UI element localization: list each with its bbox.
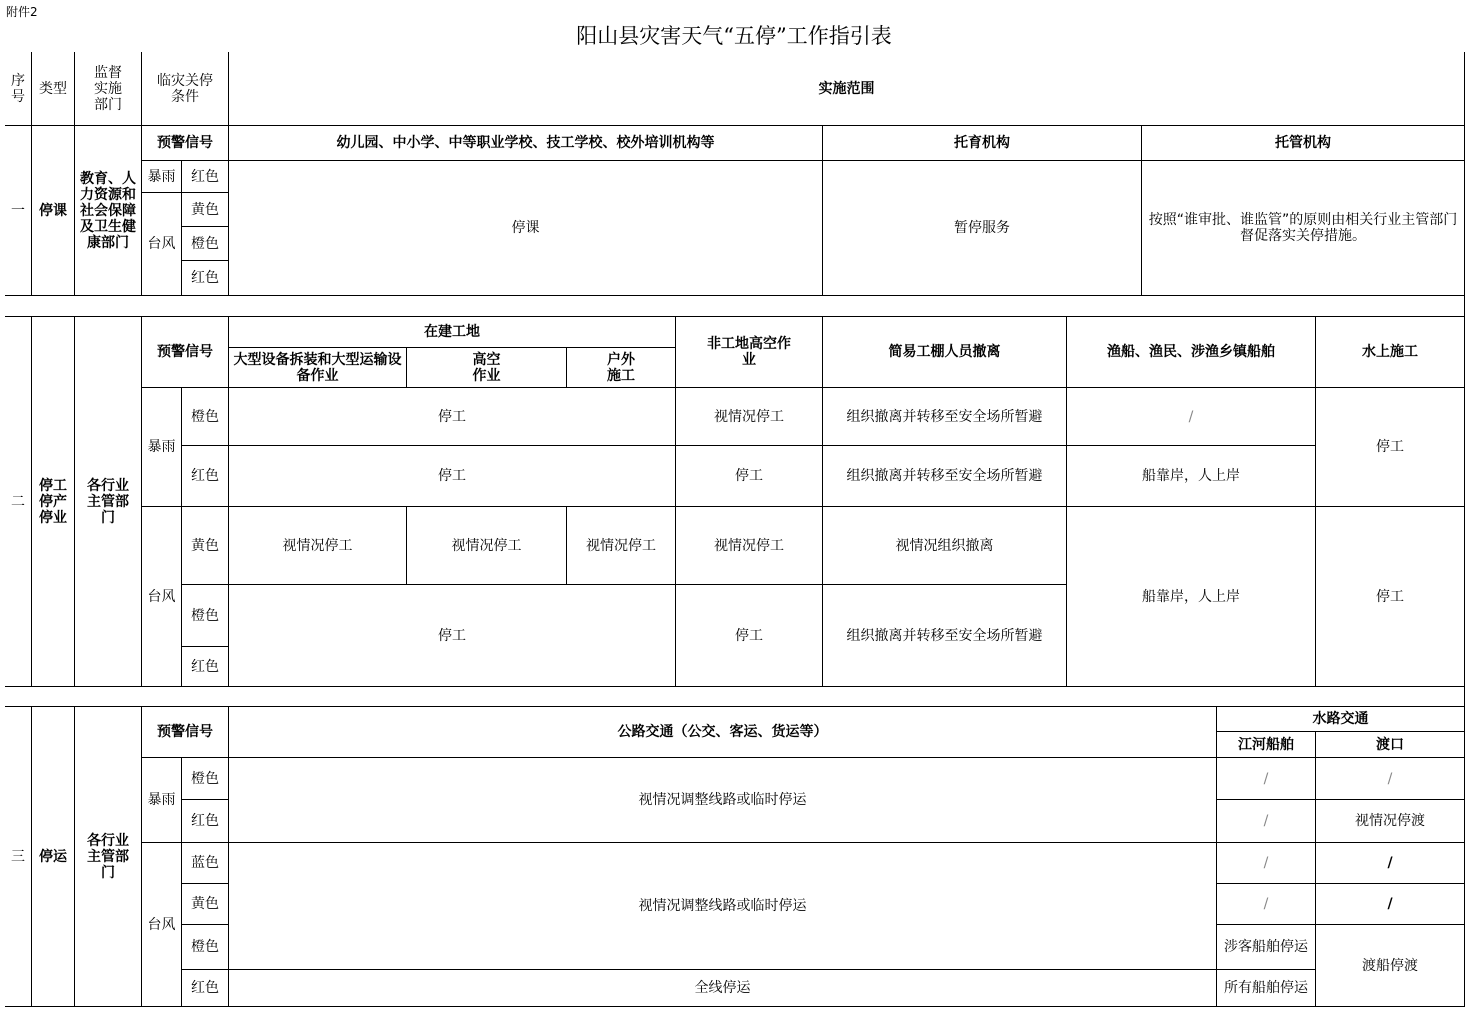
s1-childcare-value: 暂停服务 [823,161,1142,296]
spacer-row-1 [5,296,1465,317]
head-scope: 实施范围 [229,52,1465,126]
s2-site-rain-red: 停工 [229,446,676,507]
s2-rain-label: 暴雨 [142,388,182,507]
s3-rain-red: 红色 [182,800,229,843]
s3-ferry-typhoon-orange-red: 渡船停渡 [1316,925,1465,1007]
s2-col-fish: 渔船、渔民、涉渔乡镇船舶 [1067,317,1316,388]
s1-type: 停课 [32,126,75,296]
s3-road-typhoon: 视情况调整线路或临时停运 [229,843,1217,970]
s3-col-river: 江河船舶 [1217,732,1316,758]
s3-rain-label: 暴雨 [142,758,182,843]
s2-rain-red: 红色 [182,446,229,507]
s3-typhoon-red: 红色 [182,970,229,1007]
s3-river-rain-red: / [1217,800,1316,843]
s2-fish-rain-red: 船靠岸，人上岸 [1067,446,1316,507]
s3-no: 三 [5,707,32,1007]
s2-type: 停工停产停业 [32,317,75,687]
s1-schools-value: 停课 [229,161,823,296]
s3-river-typhoon-yellow: / [1217,884,1316,925]
page-title: 阳山县灾害天气“五停”工作指引表 [576,24,892,48]
s3-ferry-typhoon-blue: / [1316,843,1465,884]
s2-dept: 各行业主管部门 [75,317,142,687]
s2-shed-rain-red: 组织撤离并转移至安全场所暂避 [823,446,1067,507]
s3-ferry-typhoon-yellow: / [1316,884,1465,925]
s2-big-typhoon-yellow: 视情况停工 [229,507,407,585]
s2-shed-typhoon-yellow: 视情况组织撤离 [823,507,1067,585]
s1-col-schools: 幼儿园、中小学、中等职业学校、技工学校、校外培训机构等 [229,126,823,161]
s2-col-shed: 简易工棚人员撤离 [823,317,1067,388]
s2-col-big: 大型设备拆装和大型运输设备作业 [229,348,407,388]
s2-site-rain-orange: 停工 [229,388,676,446]
s1-typhoon-label: 台风 [142,193,182,296]
s3-rain-orange: 橙色 [182,758,229,800]
head-seq: 序号 [5,52,32,126]
attachment-label: 附件2 [6,5,38,19]
s3-col-waterway: 水路交通 [1217,707,1465,732]
s3-river-typhoon-orange: 涉客船舶停运 [1217,925,1316,970]
s3-ferry-rain-orange: / [1316,758,1465,800]
s3-river-rain-orange: / [1217,758,1316,800]
s2-nonsite-typhoon-orange-red: 停工 [676,585,823,687]
s3-river-typhoon-blue: / [1217,843,1316,884]
s3-road-rain: 视情况调整线路或临时停运 [229,758,1217,843]
s1-custody-value: 按照“谁审批、谁监管”的原则由相关行业主管部门督促落实关停措施。 [1142,161,1465,296]
s3-dept: 各行业主管部门 [75,707,142,1007]
s3-typhoon-blue: 蓝色 [182,843,229,884]
s3-typhoon-label: 台风 [142,843,182,1007]
spacer-row-2 [5,687,1465,707]
s1-warn-header: 预警信号 [142,126,229,161]
s1-no: 一 [5,126,32,296]
s2-nonsite-rain-orange: 视情况停工 [676,388,823,446]
s2-outdoor-typhoon-yellow: 视情况停工 [567,507,676,585]
s1-col-custody: 托管机构 [1142,126,1465,161]
s1-dept: 教育、人力资源和社会保障及卫生健康部门 [75,126,142,296]
s2-typhoon-yellow: 黄色 [182,507,229,585]
s2-typhoon-red: 红色 [182,647,229,687]
s2-shed-typhoon-orange-red: 组织撤离并转移至安全场所暂避 [823,585,1067,687]
s3-warn-header: 预警信号 [142,707,229,758]
s2-fish-rain-orange: / [1067,388,1316,446]
s2-nonsite-typhoon-yellow: 视情况停工 [676,507,823,585]
s2-water-typhoon: 停工 [1316,507,1465,687]
s2-typhoon-orange: 橙色 [182,585,229,647]
s2-site-typhoon-orange-red: 停工 [229,585,676,687]
s2-col-site: 在建工地 [229,317,676,348]
s3-road-typhoon-red: 全线停运 [229,970,1217,1007]
s3-col-road: 公路交通（公交、客运、货运等） [229,707,1217,758]
s2-typhoon-label: 台风 [142,507,182,687]
s3-typhoon-yellow: 黄色 [182,884,229,925]
s2-water-rain: 停工 [1316,388,1465,507]
s1-col-childcare: 托育机构 [823,126,1142,161]
head-type: 类型 [32,52,75,126]
head-dept: 监督实施部门 [75,52,142,126]
s2-col-water: 水上施工 [1316,317,1465,388]
s2-fish-typhoon: 船靠岸，人上岸 [1067,507,1316,687]
s3-col-ferry: 渡口 [1316,732,1465,758]
s1-rain-red: 红色 [182,161,229,193]
s2-nonsite-rain-red: 停工 [676,446,823,507]
s1-typhoon-yellow: 黄色 [182,193,229,227]
s2-rain-orange: 橙色 [182,388,229,446]
s3-type: 停运 [32,707,75,1007]
s2-high-typhoon-yellow: 视情况停工 [407,507,567,585]
head-cond: 临灾关停条件 [142,52,229,126]
s2-col-high: 高空作业 [407,348,567,388]
s3-ferry-rain-red: 视情况停渡 [1316,800,1465,843]
s3-typhoon-orange: 橙色 [182,925,229,970]
s1-typhoon-red: 红色 [182,261,229,296]
s2-warn-header: 预警信号 [142,317,229,388]
s1-rain-label: 暴雨 [142,161,182,193]
s2-no: 二 [5,317,32,687]
s1-typhoon-orange: 橙色 [182,227,229,261]
s3-river-typhoon-red: 所有船舶停运 [1217,970,1316,1007]
s2-col-outdoor: 户外施工 [567,348,676,388]
s2-shed-rain-orange: 组织撤离并转移至安全场所暂避 [823,388,1067,446]
s2-col-nonsite: 非工地高空作业 [676,317,823,388]
